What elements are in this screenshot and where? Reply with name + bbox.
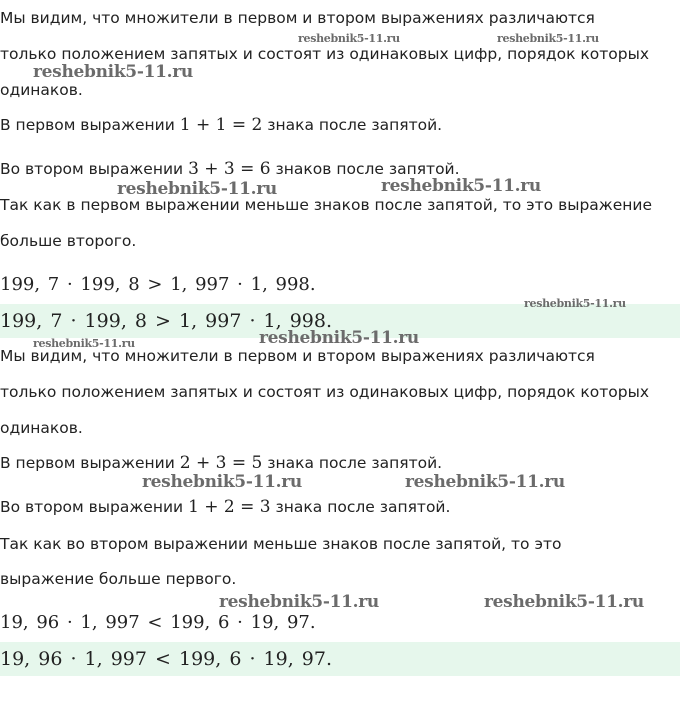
conclusion-1-line-2: больше второго. (0, 232, 137, 250)
first-expression-prefix-2: В первом выражении (0, 454, 180, 472)
first-expression-suffix-2: знака после запятой. (262, 454, 443, 472)
paragraph-1-line-2: только положением запятых и состоят из одинаковых цифр, порядок которых (0, 45, 649, 63)
answer-2-band (0, 642, 680, 676)
second-expression-math-2: 1 + 2 = 3 (188, 497, 271, 517)
second-expression-suffix-2: знака после запятой. (270, 498, 451, 516)
answer-2-text: 19, 96 · 1, 997 < 199, 6 · 19, 97. (0, 648, 333, 670)
paragraph-1-line-1: Мы видим, что множители в первом и втором выражениях различаются (0, 9, 595, 27)
conclusion-2-line-1: Так как во втором выражении меньше знаков после запятой, то это (0, 535, 562, 553)
paragraph-2-line-3: одинаков. (0, 419, 83, 437)
conclusion-1-line-1: Так как в первом выражении меньше знаков после запятой, то это выражение (0, 196, 653, 214)
watermark: reshebnik5-11.ru (33, 62, 193, 82)
watermark: reshebnik5-11.ru (298, 32, 400, 45)
watermark: reshebnik5-11.ru (405, 472, 565, 492)
paragraph-1-line-3: одинаков. (0, 81, 83, 99)
second-expression-prefix: Во втором выражении (0, 160, 189, 178)
first-expression-suffix: знака после запятой. (262, 116, 443, 134)
watermark: reshebnik5-11.ru (219, 592, 379, 612)
watermark: reshebnik5-11.ru (524, 297, 626, 310)
paragraph-2-line-1: Мы видим, что множители в первом и втором выражениях различаются (0, 347, 595, 365)
answer-1-text: 199, 7 · 199, 8 > 1, 997 · 1, 998. (0, 310, 333, 332)
second-expression-math: 3 + 3 = 6 (188, 159, 271, 179)
first-expression-line-2 (0, 452, 442, 474)
watermark: reshebnik5-11.ru (381, 176, 541, 196)
conclusion-2-line-2: выражение больше первого. (0, 570, 237, 588)
comparison-1-result: 199, 7 · 199, 8 > 1, 997 · 1, 998. (0, 274, 316, 295)
watermark: reshebnik5-11.ru (33, 337, 135, 350)
watermark: reshebnik5-11.ru (497, 32, 599, 45)
second-expression-suffix: знаков после запятой. (270, 160, 460, 178)
paragraph-2-line-2: только положением запятых и состоят из одинаковых цифр, порядок которых (0, 383, 649, 401)
first-expression-math-2: 2 + 3 = 5 (179, 453, 263, 473)
watermark: reshebnik5-11.ru (484, 592, 644, 612)
second-expression-prefix-2: Во втором выражении (0, 498, 189, 516)
first-expression-line (0, 114, 442, 136)
watermark: reshebnik5-11.ru (117, 179, 277, 199)
watermark: reshebnik5-11.ru (142, 472, 302, 492)
first-expression-prefix: В первом выражении (0, 116, 180, 134)
first-expression-math: 1 + 1 = 2 (179, 115, 263, 135)
second-expression-line-2 (0, 496, 450, 518)
comparison-2-result: 19, 96 · 1, 997 < 199, 6 · 19, 97. (0, 612, 316, 633)
watermark: reshebnik5-11.ru (259, 328, 419, 348)
